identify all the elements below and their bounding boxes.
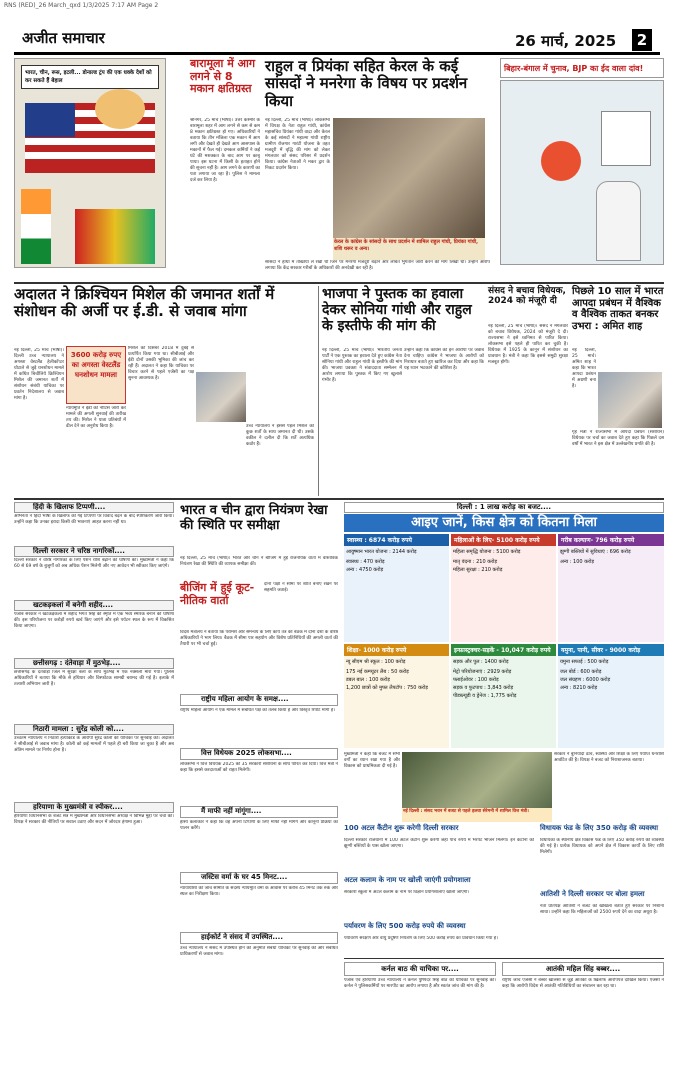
budget-infra <box>451 644 556 748</box>
poor-item: झुग्गी बस्तियों में सुविधाएं : 696 करोड़ <box>560 549 631 555</box>
rahul-photo <box>333 118 485 238</box>
brief-nithari-title: निठारी मामला : सुरेंद्र कोली को.... <box>14 724 174 735</box>
health-item: अन्य : 4750 करोड़ <box>346 567 384 573</box>
michel-callout: 3600 करोड़ रुपए का अगस्ता वेस्टलैंड घनशोधन मामला <box>66 346 126 404</box>
balloon-drawing <box>541 141 581 181</box>
shah-photo <box>598 372 662 428</box>
trump-figure <box>95 89 145 129</box>
edition-date: 26 मार्च, 2025 <box>515 32 617 50</box>
infra-item: सड़क व फुटपाथ : 3,843 करोड़ <box>453 685 514 691</box>
india-china-body-2: दोनों पक्षों ने सीमा पर शांति बनाए रखने पर सहमति जताई। <box>264 582 338 593</box>
aatanki-body: राष्ट्रीय जांच एजेंसी ने बब्बर खालसा से जुड़े आतंकी के खिलाफ आरोपपत्र दाखिल किया। एजेंसी ने कहा कि आरोपी विदेश से आतंकी गतिविधियों का संचालन कर रहा था। <box>502 978 664 989</box>
michel-body-4: उच्च न्यायालय ने इससे पहले मिशेल को कुछ शर्तों के साथ जमानत दी थी। उसके वकील ने दलील दी कि शर्तें अत्यधिक कठोर हैं। <box>246 424 314 447</box>
budget-strip: दिल्ली : 1 लाख करोड़ का बजट.... <box>344 502 664 513</box>
budget-yamuna <box>558 644 664 748</box>
budget-poor <box>558 534 664 642</box>
yamuna-title: यमुना, पानी, सीवर - 9000 करोड़ <box>558 644 664 656</box>
brief-khatkar-body: पंजाब सरकार ने खटकड़कलां में शहीद भगत सिंह की स्मृति में एक भव्य स्मारक बनाने की घोषणा की। इस परियोजना पर करोड़ों रुपये खर्च किए जाएंगे और इसे पर्यटन स्थल के रूप में विकसित किया जाएगा। <box>14 612 174 629</box>
brief-mahila-title: राष्ट्रीय महिला आयोग के समक्ष.... <box>180 694 338 706</box>
brief-justice-body: न्यायाधीशों की जांच समिति के सदस्य न्यायमूर्ति वर्मा के आवास पर करीब 45 मिनट तक रुके और स्थल का निरीक्षण किया। <box>180 886 338 897</box>
brief-chhattis-title: छत्तीसगढ़ : दंतेवाड़ा में मुठभेड़.... <box>14 658 174 669</box>
bihar-headline: बिहार-बंगाल में चुनाव, BJP का ईद वाला दांव! <box>500 58 664 78</box>
rahul-headline: राहुल व प्रियंका सहित केरल के कई सांसदों ने मनरेगा के विषय पर प्रदर्शन किया <box>265 57 468 110</box>
michel-body-3: मिशेल को दिसंबर 2018 में दुबई से प्रत्यर्पित किया गया था। सीबीआई और ईडी दोनों उसकी भूमिका की जांच कर रही हैं। अदालत ने कहा कि याचिका पर विचार करने से पहले एजेंसी का पक्ष सुनना आवश्यक है। <box>128 346 194 381</box>
india-china-headline: भारत व चीन द्वारा नियंत्रण रेखा की स्थिति पर समीक्षा <box>180 503 328 533</box>
sign-drawing <box>601 111 651 166</box>
brief-haryana-body: हरियाणा विधानसभा के बजट सत्र में मुख्यमंत्री और विधानसभा अध्यक्ष ने विभिन्न मुद्दों पर चर्चा की। विपक्ष ने सरकार की नीतियों पर सवाल उठाए और सदन में जोरदार हंगामा हुआ। <box>14 814 174 825</box>
waqf-body: नई दिल्ली, 25 मार्च (भाषा)। संसद ने मंगलवार को बचाव विधेयक, 2024 को मंजूरी दे दी। राज्यसभा ने इसे ध्वनिमत से पारित किया। लोकसभा इसे पहले ही पारित कर चुकी है। विधेयक में 1925 के कानून में संशोधन का प्रावधान है। मंत्री ने कहा कि इससे समुद्री सुरक्षा मजबूत होगी। <box>488 324 568 365</box>
health-title: स्वास्थ्य : 6874 करोड़ रुपये <box>344 534 449 546</box>
budget-body-2: सरकार ने बुनियादी ढांचे, स्वास्थ्य और शिक्षा के लिए पर्याप्त धनराशि आवंटित की है। विपक्ष ने बजट को निराशाजनक बताया। <box>554 752 664 763</box>
rahul-body-2: सांसदों ने हाथों में तख्तियां ले रखी थीं जिन पर मनरेगा मजदूरी बढ़ाने और लंबित भुगतान जारी करने की मांग लिखी थी। उन्होंने आरोप लगाया कि केंद्र सरकार गरीबों के अधिकारों की अनदेखी कर रही है। <box>265 260 490 271</box>
edu-item: 175 नई कम्प्यूटर लैब : 50 करोड़ <box>346 669 409 675</box>
baramulla-body: श्रीनगर, 25 मार्च (भाषा)। उत्तर कश्मीर के बारामूला शहर में आग लगने से कम से कम 8 मकान क्षतिग्रस्त हो गए। अधिकारियों ने बताया कि तीन मंजिला एक मकान में आग लगी और देखते ही देखते आग आसपास के मकानों में फैल गई। दमकल कर्मियों ने कई घंटे की मशक्कत के बाद आग पर काबू पाया। इस घटना में किसी के हताहत होने की सूचना नहीं है। आग लगने के कारणों का पता लगाया जा रहा है। पुलिस ने मामला दर्ज कर लिया है। <box>190 118 260 183</box>
budget-health <box>344 534 449 642</box>
brief-maafi-title: मैं माफी नहीं मांगूंगा.... <box>180 806 338 818</box>
shah-body-1: नई दिल्ली, 25 मार्च। अमित शाह ने कहा कि भारत आपदा प्रबंधन में अग्रणी बना है। <box>572 348 596 389</box>
canteen-headline: 100 अटल कैंटीन शुरू करेगी दिल्ली सरकार <box>344 824 459 832</box>
brief-justice-title: जस्टिस वर्मा के घर 45 मिनट.... <box>180 872 338 884</box>
michel-body-1: नई दिल्ली, 25 मार्च (भाषा)। दिल्ली उच्च न्यायालय ने अगस्ता वेस्टलैंड हेलीकॉप्टर घोटाले से जुड़े धनशोधन मामले में कथित बिचौलिये क्रिश्चियन मिशेल की जमानत शर्तों में संशोधन संबंधी याचिका पर प्रवर्तन निदेशालय से जवाब मांगा है। <box>14 348 64 401</box>
brief-hindi-body: अभिनेता ने हिंदी भाषा के खिलाफ की गई टिप्पणी पर विवाद बढ़ने के बाद स्पष्टीकरण जारी किया। उन्होंने कहा कि उनका इरादा किसी की भावनाएं आहत करना नहीं था। <box>14 514 174 525</box>
section-rule-3 <box>344 958 664 959</box>
rahul-photo-caption: केरल के कांग्रेस के सांसदों के साथ प्रदर्शन में शामिल राहुल गांधी, प्रियंका गांधी, शशि थरूर व अन्य। <box>333 238 485 260</box>
vidhayak-body: विधायकों के स्थानीय क्षेत्र विकास फंड के लिए 350 करोड़ रुपये की व्यवस्था की गई है। प्रत्येक विधायक को अपने क्षेत्र में विकास कार्यों के लिए राशि मिलेगी। <box>540 838 664 855</box>
poor-item: अन्य : 100 करोड़ <box>560 559 595 565</box>
brief-maafi-body: हास्य कलाकार ने कहा कि वह अपनी टिप्पणी के लिए माफी नहीं मांगेंगे और कानूनी प्रक्रिया का पालन करेंगे। <box>180 820 338 831</box>
india-china-body-3: विदेश मंत्रालय ने बताया कि परामर्श और समन्वय के लिए कार्य तंत्र की बैठक में दोनों देशों के वरिष्ठ अधिकारियों ने भाग लिया। बैठक में सीमा पार सहयोग और विशेष प्रतिनिधियों की अगली वार्ता की तैयारी पर भी चर्चा हुई। <box>180 630 338 647</box>
brief-nithari-body: उच्चतम न्यायालय ने निठारी हत्याकांड के आरोपी सुरेंद्र कोली की याचिका पर सुनवाई की। अदालत ने सीबीआई से जवाब मांगा है। कोली को कई मामलों में पहले ही बरी किया जा चुका है और अब अंतिम मामले पर निर्णय होना है। <box>14 736 174 753</box>
women-item: मातृ वंदना : 210 करोड़ <box>453 559 498 565</box>
print-info: RNS (RED)_26 March_qxd 1/3/2025 7:17 AM Page 2 <box>4 2 159 9</box>
brief-vitt-body: लोकसभा ने वित्त विधेयक 2025 को 35 सरकारी संशोधनों के साथ पारित कर दिया। वित्त मंत्री ने कहा कि इससे करदाताओं को राहत मिलेगी। <box>180 762 338 773</box>
header-rule <box>14 52 660 55</box>
section-rule-1 <box>14 282 664 284</box>
brief-delhi-title: दिल्ली सरकार ने चरिष्ठ नागरिकों.... <box>14 546 174 557</box>
waqf-headline: संसद ने बचाव विधेयक, 2024 को मंजूरी दी <box>488 286 566 307</box>
section-rule-2 <box>14 498 664 500</box>
infra-item: मेट्रो परियोजनाएं : 2929 करोड़ <box>453 669 512 675</box>
bjp-body-2: उन्होंने कहा कि कांग्रेस को इन आरोपों पर जवाब देना चाहिए। कांग्रेस ने भाजपा के आरोपों को निराधार बताते हुए खारिज कर दिया और कहा कि यह ध्यान भटकाने की कोशिश है। <box>404 348 484 371</box>
brief-highcourt-title: हाईकोर्ट ने संसद में उपस्थित.... <box>180 932 338 944</box>
yamuna-item: जल संग्रहण : 6000 करोड़ <box>560 677 611 683</box>
women-item: महिला सुरक्षा : 210 करोड़ <box>453 567 503 573</box>
paryavaran-body: पर्यावरण संरक्षण और वायु प्रदूषण नियंत्रण के लिए 500 करोड़ रुपये का प्रावधान किया गया है। <box>344 936 498 941</box>
bihar-cartoon <box>500 80 664 265</box>
infra-item: सड़क और पुल : 1400 करोड़ <box>453 659 509 665</box>
flag-canton <box>25 103 75 137</box>
yamuna-item: यमुना सफाई : 500 करोड़ <box>560 659 609 665</box>
brief-mahila-body: राष्ट्रीय महिला आयोग ने एक मामले में संबंधित पक्ष को तलब किया है और विस्तृत रिपोर्ट मांगी है। <box>180 708 335 713</box>
yamuna-item: जल बोर्ड : 600 करोड़ <box>560 669 602 675</box>
baramulla-headline: बारामूला में आग लगने से 8 मकान क्षतिग्रस्त <box>190 57 256 96</box>
edu-item: डबल बाल : 100 करोड़ <box>346 677 390 683</box>
brief-delhi-body: दिल्ली सरकार ने वरिष्ठ नागरिकों के लिए पेंशन राशि बढ़ाने की घोषणा की। मुख्यमंत्री ने कहा कि 60 से 69 वर्ष के बुजुर्गों को अब अधिक पेंशन मिलेगी और नए आवेदन भी स्वीकार किए जाएंगे। <box>14 558 174 569</box>
kunal-title: कर्नल बाठ की याचिका पर.... <box>344 962 496 976</box>
edu-item: 1,200 छात्रों को मुफ्त लैपटॉप : 750 करोड़ <box>346 685 428 691</box>
infra-item: फ्लाईओवर : 100 करोड़ <box>453 677 499 683</box>
bjp-headline: भाजपा ने पुस्तक का हवाला देकर सोनिया गांधी और राहुल के इस्तीफे की मांग की <box>322 286 472 335</box>
india-china-body-1: नई दिल्ली, 25 मार्च (भाषा)। भारत और चीन ने बीजिंग में हुई राजनयिक वार्ता में वास्तविक नियंत्रण रेखा की स्थिति की व्यापक समीक्षा की। <box>180 556 338 567</box>
infra-title: इन्फ्रास्ट्रक्चर-सड़कें - 10,047 करोड़ रुपये <box>451 644 556 656</box>
brief-khatkar-title: खटकड़कलां में बनेगी शहीद.... <box>14 600 174 611</box>
infra-item: पीडब्ल्यूडी व ड्रेनेज : 1,775 करोड़ <box>453 693 517 699</box>
brief-highcourt-body: उच्च न्यायालय ने संसद में उपस्थित होने की अनुमति संबंधी याचिका पर सुनवाई की और संबंधित प्राधिकरणों से जवाब मांगा। <box>180 946 338 957</box>
cartoon-trump <box>14 58 166 268</box>
michel-body-2: न्यायमूर्ति ने ईडी को नोटिस जारी कर मामले की अगली सुनवाई की तारीख तय की। मिशेल ने यात्रा प्रतिबंधों में ढील देने का अनुरोध किया है। <box>66 406 126 429</box>
health-item: आयुष्मान भारत योजना : 2144 करोड़ <box>346 549 417 555</box>
brief-vitt-title: वित्त विधेयक 2025 लोकसभा.... <box>180 748 338 760</box>
bjp-body-1: नई दिल्ली, 25 मार्च (भाषा)। भारतीय जनता पार्टी ने एक पुस्तक का हवाला देते हुए कांग्रेस नेता सोनिया गांधी और राहुल गांधी के इस्तीफे की मांग की। भाजपा प्रवक्ता ने संवाददाता सम्मेलन में आरोप लगाया कि पुस्तक में किए गए खुलासे गंभीर हैं। <box>322 348 402 383</box>
aadishi-body: नेता प्रतिपक्ष आतिशी ने बजट को खोखला बताते हुए सरकार पर निशाना साधा। उन्होंने कहा कि महिलाओं को 2500 रुपये देने का वादा अधूरा है। <box>540 904 664 915</box>
page-number: 2 <box>632 29 652 51</box>
yamuna-item: अन्य : 8210 करोड़ <box>560 685 598 691</box>
women-item: महिला समृद्धि योजना : 5100 करोड़ <box>453 549 521 555</box>
brief-chhattis-body: छत्तीसगढ़ के दंतेवाड़ा जिले में सुरक्षा बलों के साथ मुठभेड़ में एक नक्सली मारा गया। पुलिस अधिकारियों ने बताया कि मौके से हथियार और विस्फोटक सामग्री बरामद की गई है। इलाके में तलाशी अभियान जारी है। <box>14 670 174 687</box>
atal-body: सरकारी स्कूलों में अटल कलाम के नाम पर विज्ञान प्रयोगशालाएं खोली जाएंगी। <box>344 890 470 895</box>
india-china-sub: बीजिंग में हुई कूट-नीतिक वार्ता <box>180 581 255 607</box>
brief-hindi-title: हिंदी के खिलाफ टिप्पणी.... <box>14 502 174 513</box>
other-flags <box>75 209 155 264</box>
edu-item: न्यू सीएम श्री स्कूल : 100 करोड़ <box>346 659 406 665</box>
shah-body-2: गृह मंत्री ने राज्यसभा में आपदा प्रबंधन (संशोधन) विधेयक पर चर्चा का जवाब देते हुए कहा कि पिछले दस वर्षों में भारत ने इस क्षेत्र में उल्लेखनीय प्रगति की है। <box>572 430 664 447</box>
kunal-body: पंजाब एवं हरियाणा उच्च न्यायालय ने कर्नल पुष्पिंदर सिंह बाठ की याचिका पर सुनवाई की। कर्नल ने पुलिसकर्मियों पर मारपीट का आरोप लगाया है और स्वतंत्र जांच की मांग की है। <box>344 978 496 989</box>
cartoon-caption: भारत, चीन, रूस, इटली... डोनाल्ड ट्रंप की एक धक्के देशों को कर सकते हैं बेहाल <box>21 65 159 89</box>
canteen-body: दिल्ली सरकार राजधानी में 100 अटल कैंटीन शुरू करेगी जहां पांच रुपये में भरपेट भोजन मिलेगा। इन कैंटीनों को झुग्गी बस्तियों के पास खोला जाएगा। <box>344 838 534 849</box>
budget-body-1: मुख्यमंत्री ने कहा कि बजट में सभी वर्गों का ध्यान रखा गया है और विकास को प्राथमिकता दी गई है। <box>344 752 400 769</box>
aadishi-headline: आतिशी ने दिल्ली सरकार पर बोला हमला <box>540 890 645 898</box>
figure-drawing <box>596 181 641 261</box>
shah-headline: पिछले 10 साल में भारत आपदा प्रबंधन में वैश्विक व वैश्विक ताकत बनकर उभरा : अमित शाह <box>572 286 664 332</box>
rahul-body-1: नई दिल्ली, 25 मार्च (भाषा)। लोकसभा में विपक्ष के नेता राहुल गांधी, कांग्रेस महासचिव प्रियंका गांधी वाद्रा और केरल के कई सांसदों ने महात्मा गांधी राष्ट्रीय ग्रामीण रोजगार गारंटी योजना के तहत मजदूरी में वृद्धि की मांग को लेकर मंगलवार को संसद परिसर में प्रदर्शन किया। कांग्रेस नेताओं ने मकर द्वार के निकट प्रदर्शन किया। <box>265 118 330 171</box>
budget-edu <box>344 644 449 748</box>
poor-title: गरीब कल्याण- 796 करोड़ रुपये <box>558 534 664 546</box>
budget-photo-caption: नई दिल्ली : संसद भवन में बजट से पहले हलवा सेरेमनी में शामिल वित्त मंत्री। <box>402 808 552 822</box>
budget-photo <box>402 752 552 808</box>
women-title: महिलाओं के लिए- 5100 करोड़ रुपये <box>451 534 556 546</box>
atal-headline: अटल कलाम के नाम पर खोली जाएंगी प्रयोगशाला <box>344 876 471 884</box>
paryavaran-headline: पर्यावरण के लिए 500 करोड़ रुपये की व्यवस्था <box>344 922 466 930</box>
edu-title: शिक्षा- 1000 करोड़ रुपये <box>344 644 449 656</box>
health-item: स्वास्थ्य : 470 करोड़ <box>346 559 385 565</box>
brief-haryana-title: हरियाणा के मुख्यमंत्री व स्पीकर.... <box>14 802 174 813</box>
michel-headline: अदालत ने क्रिश्चियन मिशेल की जमानत शर्तों में संशोधन की अर्जी पर ई.डी. से जवाब मांगा <box>14 285 275 321</box>
india-flag <box>21 189 51 264</box>
aatanki-title: आतंकी महिल सिंह बब्बर.... <box>502 962 664 976</box>
vidhayak-headline: विधायक फंड के लिए 350 करोड़ की व्यवस्था <box>540 824 659 832</box>
column-rule <box>318 286 319 496</box>
budget-women <box>451 534 556 642</box>
budget-banner: आइए जानें, किस क्षेत्र को कितना मिला <box>344 514 664 532</box>
michel-photo <box>196 372 246 422</box>
paper-name: अजीत समाचार <box>22 29 105 47</box>
